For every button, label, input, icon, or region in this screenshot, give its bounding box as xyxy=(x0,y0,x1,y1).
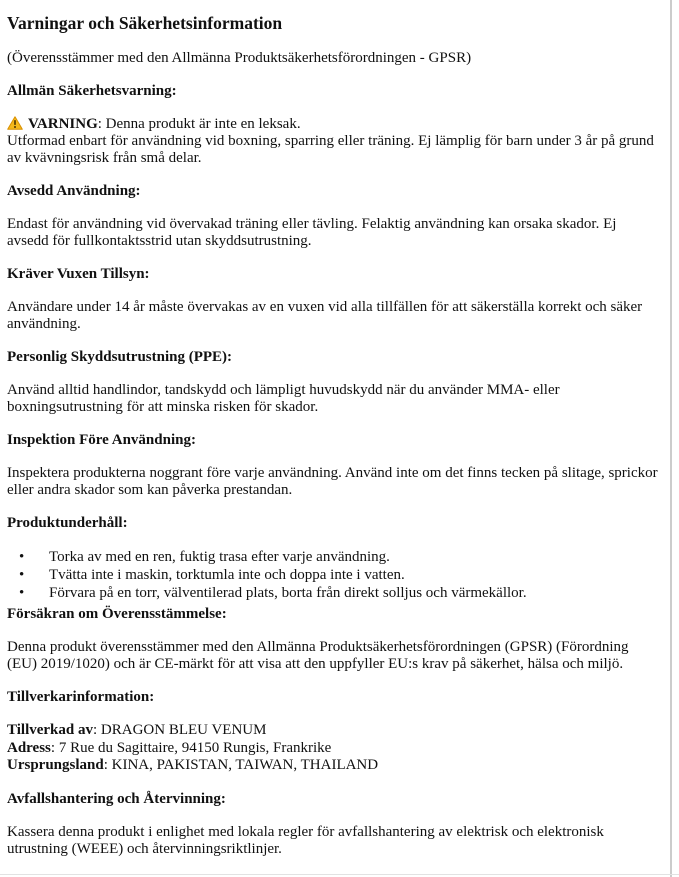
list-item-text: Tvätta inte i maskin, torktumla inte och doppa inte i vatten. xyxy=(49,567,405,583)
section-general-warning xyxy=(7,83,661,167)
section-heading-conformity: Försäkran om Överensstämmelse: xyxy=(7,606,227,622)
section-heading-disposal: Avfallshantering och Återvinning: xyxy=(7,790,226,807)
disposal-paragraph: Kassera denna produkt i enlighet med lokala regler för avfallshantering av elektrisk och elektronisk utrustning (WEEE) och återvinningsriktlinjer. xyxy=(7,823,604,857)
manufacturer-info xyxy=(7,722,661,775)
origin-line xyxy=(7,757,661,775)
manufacturer-line xyxy=(7,722,661,740)
warning-text: : Denna produkt är inte en leksak. xyxy=(97,116,301,132)
manufacturer-value: : DRAGON BLEU VENUM xyxy=(93,722,267,738)
section-heading-intended-use: Avsedd Användning: xyxy=(7,183,141,199)
page-title: Varningar och Säkerhetsinformation xyxy=(7,13,283,33)
general-warning-body: Utformad enbart för användning vid boxning, sparring eller träning. Ej lämplig för barn under 3 år på grund av kvävningsrisk från små delar. xyxy=(7,133,654,166)
section-heading-supervision: Kräver Vuxen Tillsyn: xyxy=(7,266,150,282)
list-item xyxy=(19,566,661,584)
manufacturer-label: Tillverkad av xyxy=(7,722,93,738)
list-item xyxy=(19,584,661,602)
list-item-text: Förvara på en torr, välventilerad plats, borta från direkt solljus och värmekällor. xyxy=(49,585,527,601)
section-heading-manufacturer: Tillverkarinformation: xyxy=(7,689,155,705)
address-label: Adress xyxy=(7,739,51,756)
section-disposal xyxy=(7,791,661,858)
section-intended-use xyxy=(7,183,661,250)
warning-triangle-icon xyxy=(7,116,23,130)
list-item xyxy=(19,548,661,566)
supervision-paragraph: Användare under 14 år måste övervakas av en vuxen vid alla tillfällen för att säkerställa korrekt och säker användning. xyxy=(7,299,643,332)
list-item-text: Torka av med en ren, fuktig trasa efter varje användning. xyxy=(49,549,390,565)
section-inspection xyxy=(7,432,661,499)
bullet-icon: • xyxy=(19,585,25,601)
bullet-icon: • xyxy=(19,567,25,583)
warning-label: VARNING xyxy=(28,116,98,132)
section-manufacturer xyxy=(7,689,661,775)
intended-use-paragraph: Endast för användning vid övervakad träning eller tävling. Felaktig användning kan orsaka skador. Ej avsedd för fullkontaktsstrid utan skyddsutrustning. xyxy=(7,216,617,249)
ppe-paragraph: Använd alltid handlindor, tandskydd och lämpligt huvudskydd när du använder MMA- eller boxningsutrustning för att minska risken för skador. xyxy=(7,382,560,415)
section-ppe xyxy=(7,349,661,416)
bullet-icon: • xyxy=(19,549,25,565)
inspection-paragraph: Inspektera produkterna noggrant före varje användning. Använd inte om det finns tecken på slitage, sprickor eller andra skador som kan påverka prestandan. xyxy=(7,465,658,498)
section-maintenance xyxy=(7,515,661,602)
origin-value: : KINA, PAKISTAN, TAIWAN, THAILAND xyxy=(103,757,379,773)
address-line xyxy=(7,740,661,758)
section-heading-maintenance: Produktunderhåll: xyxy=(7,515,128,531)
general-warning-paragraph xyxy=(7,116,661,167)
section-conformity xyxy=(7,606,661,673)
section-supervision xyxy=(7,266,661,333)
section-heading-general-warning: Allmän Säkerhetsvarning: xyxy=(7,83,177,99)
page-edge-line-bottom xyxy=(0,874,679,875)
maintenance-list xyxy=(7,548,661,602)
conformity-paragraph: Denna produkt överensstämmer med den Allmänna Produktsäkerhetsförordningen (GPSR) (Förordning (EU) 2019/1020) och är CE-märkt för att visa att den uppfyller EU:s krav på säkerhet, hälsa och miljö. xyxy=(7,639,629,672)
page-edge-line-right xyxy=(670,0,672,877)
section-heading-inspection: Inspektion Före Användning: xyxy=(7,432,196,448)
address-value: : 7 Rue du Sagittaire, 94150 Rungis, Frankrike xyxy=(50,739,332,756)
warning-line xyxy=(7,116,661,133)
section-heading-ppe: Personlig Skyddsutrustning (PPE): xyxy=(7,349,233,365)
origin-label: Ursprungsland xyxy=(7,757,104,773)
gpsr-subtitle: (Överensstämmer med den Allmänna Produktsäkerhetsförordningen - GPSR) xyxy=(7,50,472,66)
